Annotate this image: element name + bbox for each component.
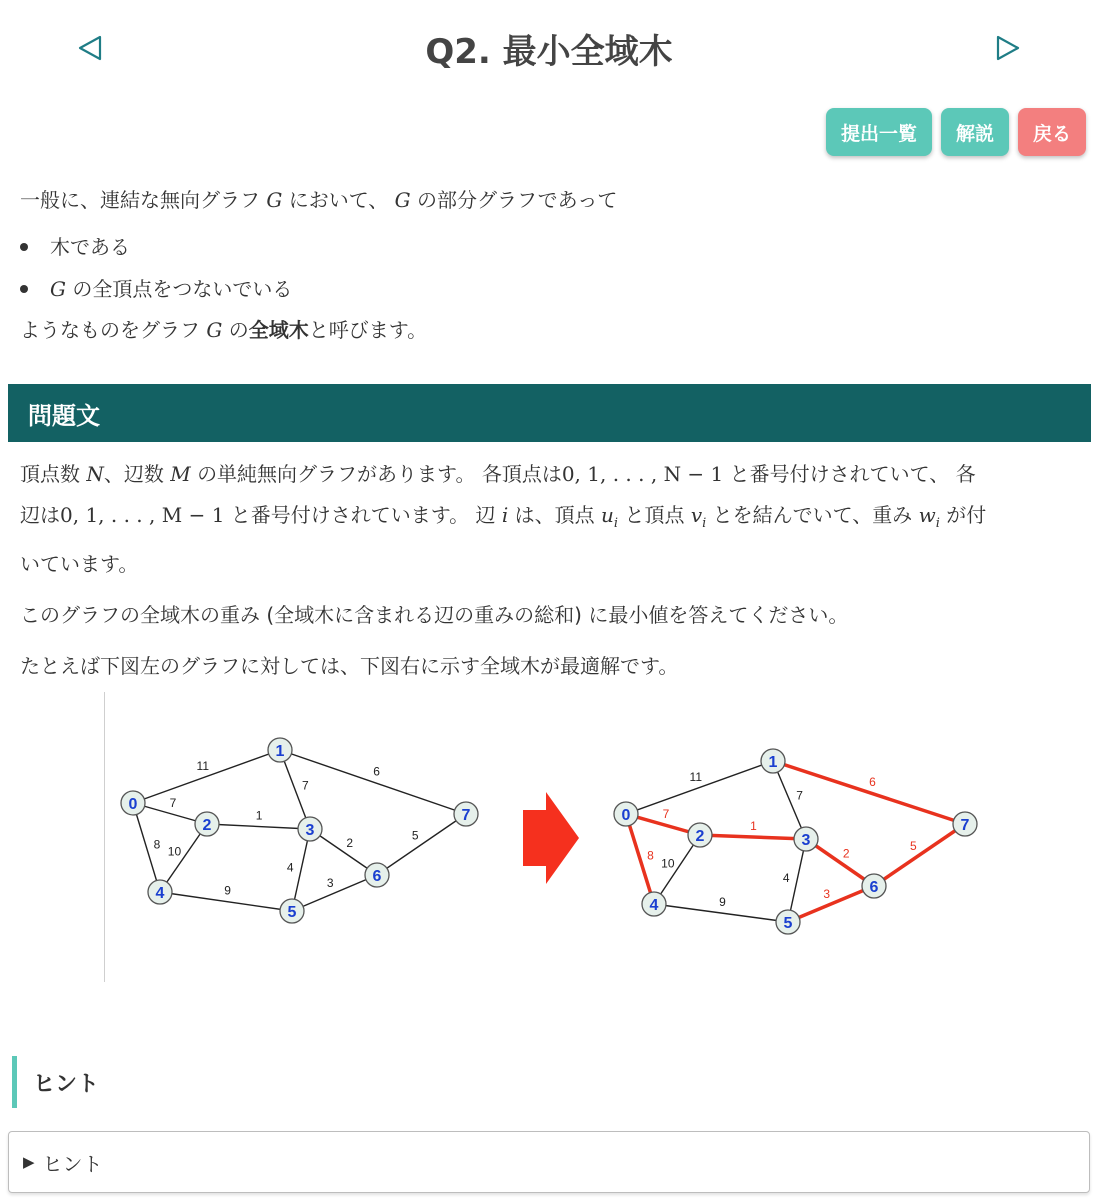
graph-node-label: 2	[202, 817, 212, 834]
text: の単純無向グラフがあります。 各頂点は	[197, 462, 562, 486]
previous-question-button[interactable]	[70, 28, 110, 68]
problem-statement	[20, 454, 1080, 697]
graph-edge	[626, 761, 773, 814]
graph-edge	[133, 750, 280, 803]
edge-weight-label: 6	[373, 764, 380, 779]
subscript-i: i	[613, 516, 619, 531]
text: 頂点数	[20, 462, 80, 486]
math-var-i: i	[501, 503, 509, 527]
text: いています。	[20, 552, 139, 576]
math-var-w-i	[918, 503, 940, 531]
action-buttons	[826, 108, 1086, 156]
intro-text-1c: の部分グラフであって	[417, 188, 618, 212]
intro-text-2c: と呼びます。	[308, 318, 428, 342]
input-graph	[121, 738, 478, 923]
explanation-button[interactable]: 解説	[941, 108, 1009, 156]
edge-weight-label: 7	[796, 788, 803, 803]
math-var-v-i	[690, 503, 707, 531]
list-item-text: 木である	[50, 235, 130, 259]
graph-figure	[110, 725, 990, 959]
edge-weight-label: 11	[196, 759, 210, 774]
math-var-g: G	[50, 277, 66, 301]
text: と頂点	[624, 503, 685, 527]
graph-edge	[207, 824, 310, 829]
graph-node-label: 6	[372, 868, 382, 885]
text: と番号付けされていて、 各	[729, 462, 976, 486]
intro-text-1b: において、	[288, 188, 389, 212]
edge-weight-label: 9	[719, 895, 726, 910]
edge-weight-label: 7	[662, 806, 670, 821]
edge-weight-label: 5	[909, 838, 917, 853]
list-item	[20, 226, 1080, 268]
intro-text-1a: 一般に、連結な無向グラフ	[20, 188, 260, 212]
triangle-left-icon	[77, 34, 103, 62]
hint-heading: ヒント	[12, 1056, 99, 1108]
figure-divider	[104, 692, 105, 982]
graph-node-label: 6	[869, 879, 879, 896]
subscript-i: i	[935, 516, 940, 531]
triangle-right-icon	[995, 34, 1021, 62]
text: 辺は	[20, 503, 60, 527]
graph-node-label: 3	[801, 832, 811, 849]
graph-edge	[377, 814, 466, 875]
edge-weight-label: 11	[689, 770, 703, 785]
math-edge-range: 0, 1, . . . , M − 1	[60, 503, 225, 527]
graph-node-label: 1	[275, 743, 285, 760]
list-item	[20, 268, 1080, 310]
graph-node-label: 7	[960, 817, 970, 834]
edge-weight-label: 8	[153, 837, 161, 852]
graph-node-label: 4	[155, 885, 165, 902]
hint-toggle-label: ヒント	[42, 1151, 103, 1176]
graph-node-label: 0	[621, 807, 631, 824]
text: 、辺数	[103, 462, 164, 486]
edge-weight-label: 2	[842, 846, 850, 861]
graph-edge	[788, 839, 806, 922]
math-var-m: M	[170, 462, 191, 486]
edge-weight-label: 10	[167, 844, 182, 859]
edge-weight-label: 8	[647, 848, 654, 863]
intro-line-2	[20, 310, 1080, 350]
graph-node-label: 2	[695, 828, 705, 845]
intro-text-2a: ようなものをグラフ	[20, 318, 200, 342]
subscript-i: i	[702, 516, 707, 531]
edge-weight-label: 6	[869, 775, 876, 790]
intro-line-1	[20, 180, 1080, 220]
edge-weight-label: 10	[661, 856, 675, 871]
math-var-g: G	[206, 318, 223, 342]
caret-right-icon: ▶	[23, 1153, 35, 1171]
edge-weight-label: 2	[346, 835, 354, 850]
text: とを結んでいて、重み	[712, 503, 913, 527]
text: が付	[946, 503, 987, 527]
graph-node-label: 5	[287, 904, 297, 921]
bold-term: 全域木	[248, 318, 309, 342]
problem-paragraph-1	[20, 454, 1080, 585]
intro-text	[20, 180, 1080, 350]
problem-paragraph-3: たとえば下図左のグラフに対しては、下図右に示す全域木が最適解です。	[20, 654, 679, 678]
text: と番号付けされています。 辺	[230, 503, 496, 527]
graph-node-label: 0	[128, 796, 138, 813]
graph-node-label: 7	[461, 807, 471, 824]
next-question-button[interactable]	[988, 28, 1028, 68]
edge-weight-label: 4	[286, 860, 294, 875]
math-vertex-range: 0, 1, . . . , N − 1	[561, 462, 724, 486]
hint-toggle[interactable]	[8, 1131, 1090, 1193]
math-var-v: v	[690, 503, 703, 527]
edge-weight-label: 1	[255, 808, 263, 823]
edge-weight-label: 7	[169, 795, 177, 810]
math-var-w: w	[918, 503, 936, 527]
math-var-g: G	[266, 188, 283, 212]
intro-text-2b: の	[228, 318, 249, 342]
problem-paragraph-2: このグラフの全域木の重み (全域木に含まれる辺の重みの総和) に最小値を答えてください。	[20, 603, 849, 627]
graph-edge	[788, 886, 874, 922]
submissions-button[interactable]: 提出一覧	[826, 108, 932, 156]
graph-node-label: 1	[768, 754, 778, 771]
edge-weight-label: 3	[823, 886, 831, 901]
page-title: Q2. 最小全域木	[425, 32, 673, 72]
section-header-problem: 問題文	[8, 384, 1091, 442]
math-var-u-i	[601, 503, 619, 531]
graph-edge	[874, 824, 965, 886]
edge-weight-label: 5	[411, 828, 419, 843]
math-var-n: N	[86, 462, 104, 486]
graph-edge	[292, 875, 377, 911]
back-button[interactable]: 戻る	[1018, 108, 1086, 156]
edge-weight-label: 9	[224, 883, 231, 898]
list-item-text: の全頂点をつないでいる	[72, 277, 293, 301]
edge-weight-label: 1	[750, 819, 757, 834]
definition-list	[20, 226, 1080, 310]
graph-node-label: 4	[649, 897, 659, 914]
right-arrow-icon	[523, 792, 579, 884]
spanning-tree-graph	[614, 749, 977, 934]
edge-weight-label: 7	[301, 778, 309, 793]
graph-edge	[700, 835, 806, 839]
graph-figure-svg	[110, 725, 990, 955]
graph-node-label: 5	[783, 915, 793, 932]
edge-weight-label: 4	[782, 871, 790, 886]
edge-weight-label: 3	[326, 875, 334, 890]
text: は、頂点	[514, 503, 595, 527]
graph-node-label: 3	[305, 822, 315, 839]
math-var-g: G	[394, 188, 411, 212]
math-var-u: u	[601, 503, 614, 527]
